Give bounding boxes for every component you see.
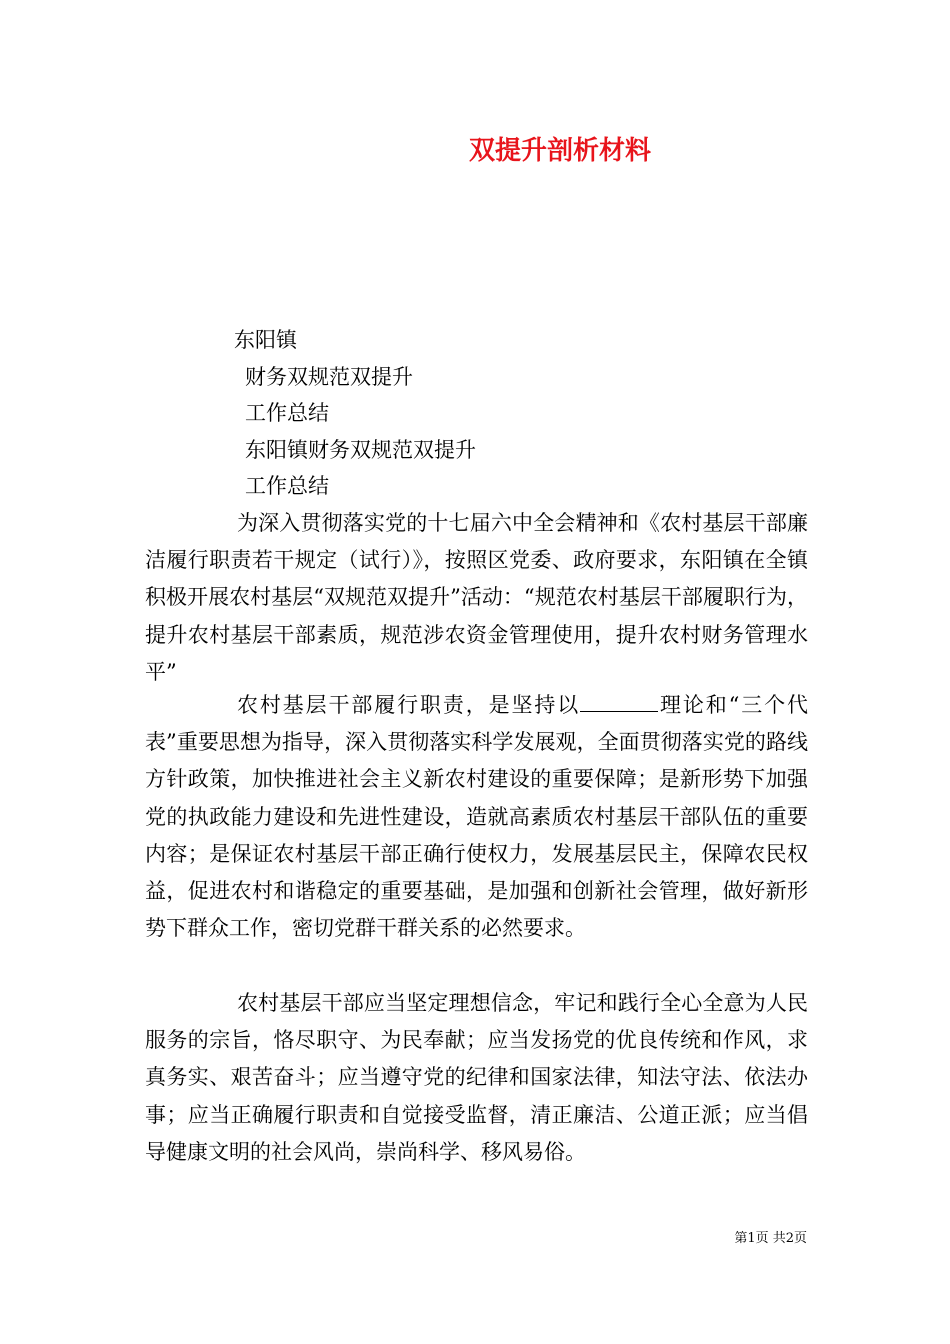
heading-line-town-finance: 东阳镇财务双规范双提升 bbox=[245, 438, 476, 462]
heading-line-town: 东阳镇 bbox=[234, 328, 297, 352]
blank-line bbox=[580, 691, 658, 712]
paragraph-3: 农村基层干部应当坚定理想信念，牢记和践行全心全意为人民服务的宗旨，恪尽职守、为民奉献；应当发扬党的优良传统和作风，求真务实、艰苦奋斗；应当遵守党的纪律和国家法律，知法守法、依法办事；应当正确履行职责和自觉接受监督，清正廉洁、公道正派；应当倡导健康文明的社会风尚，崇尚科学、移风易俗。 bbox=[145, 991, 808, 1164]
paragraph-2 bbox=[145, 687, 808, 947]
heading-line-summary-2: 工作总结 bbox=[245, 474, 329, 498]
paragraph-1: 为深入贯彻落实党的十七届六中全会精神和《农村基层干部廉洁履行职责若干规定（试行）》，按照区党委、政府要求，东阳镇在全镇积极开展农村基层“双规范双提升”活动：“规范农村基层干部履职行为，提升农村基层干部素质，规范涉农资金管理使用，提升农村财务管理水平” bbox=[145, 511, 808, 684]
heading-line-summary: 工作总结 bbox=[245, 401, 329, 425]
document-title: 双提升剖析材料 bbox=[468, 136, 651, 166]
page-footer: 第1页 共2页 bbox=[734, 1231, 807, 1246]
paragraph-2-start: 农村基层干部履行职责，是坚持以 bbox=[237, 693, 581, 717]
heading-line-finance: 财务双规范双提升 bbox=[245, 365, 413, 389]
paragraph-2-rest: 理论和“三个代表”重要思想为指导，深入贯彻落实科学发展观，全面贯彻落实党的路线方针政策，加快推进社会主义新农村建设的重要保障；是新形势下加强党的执政能力建设和先进性建设，造就高素质农村基层干部队伍的重要内容；是保证农村基层干部正确行使权力，发展基层民主，保障农民权益，促进农村和谐稳定的重要基础，是加强和创新社会管理，做好新形势下群众工作，密切党群干群关系的必然要求。 bbox=[145, 693, 808, 941]
